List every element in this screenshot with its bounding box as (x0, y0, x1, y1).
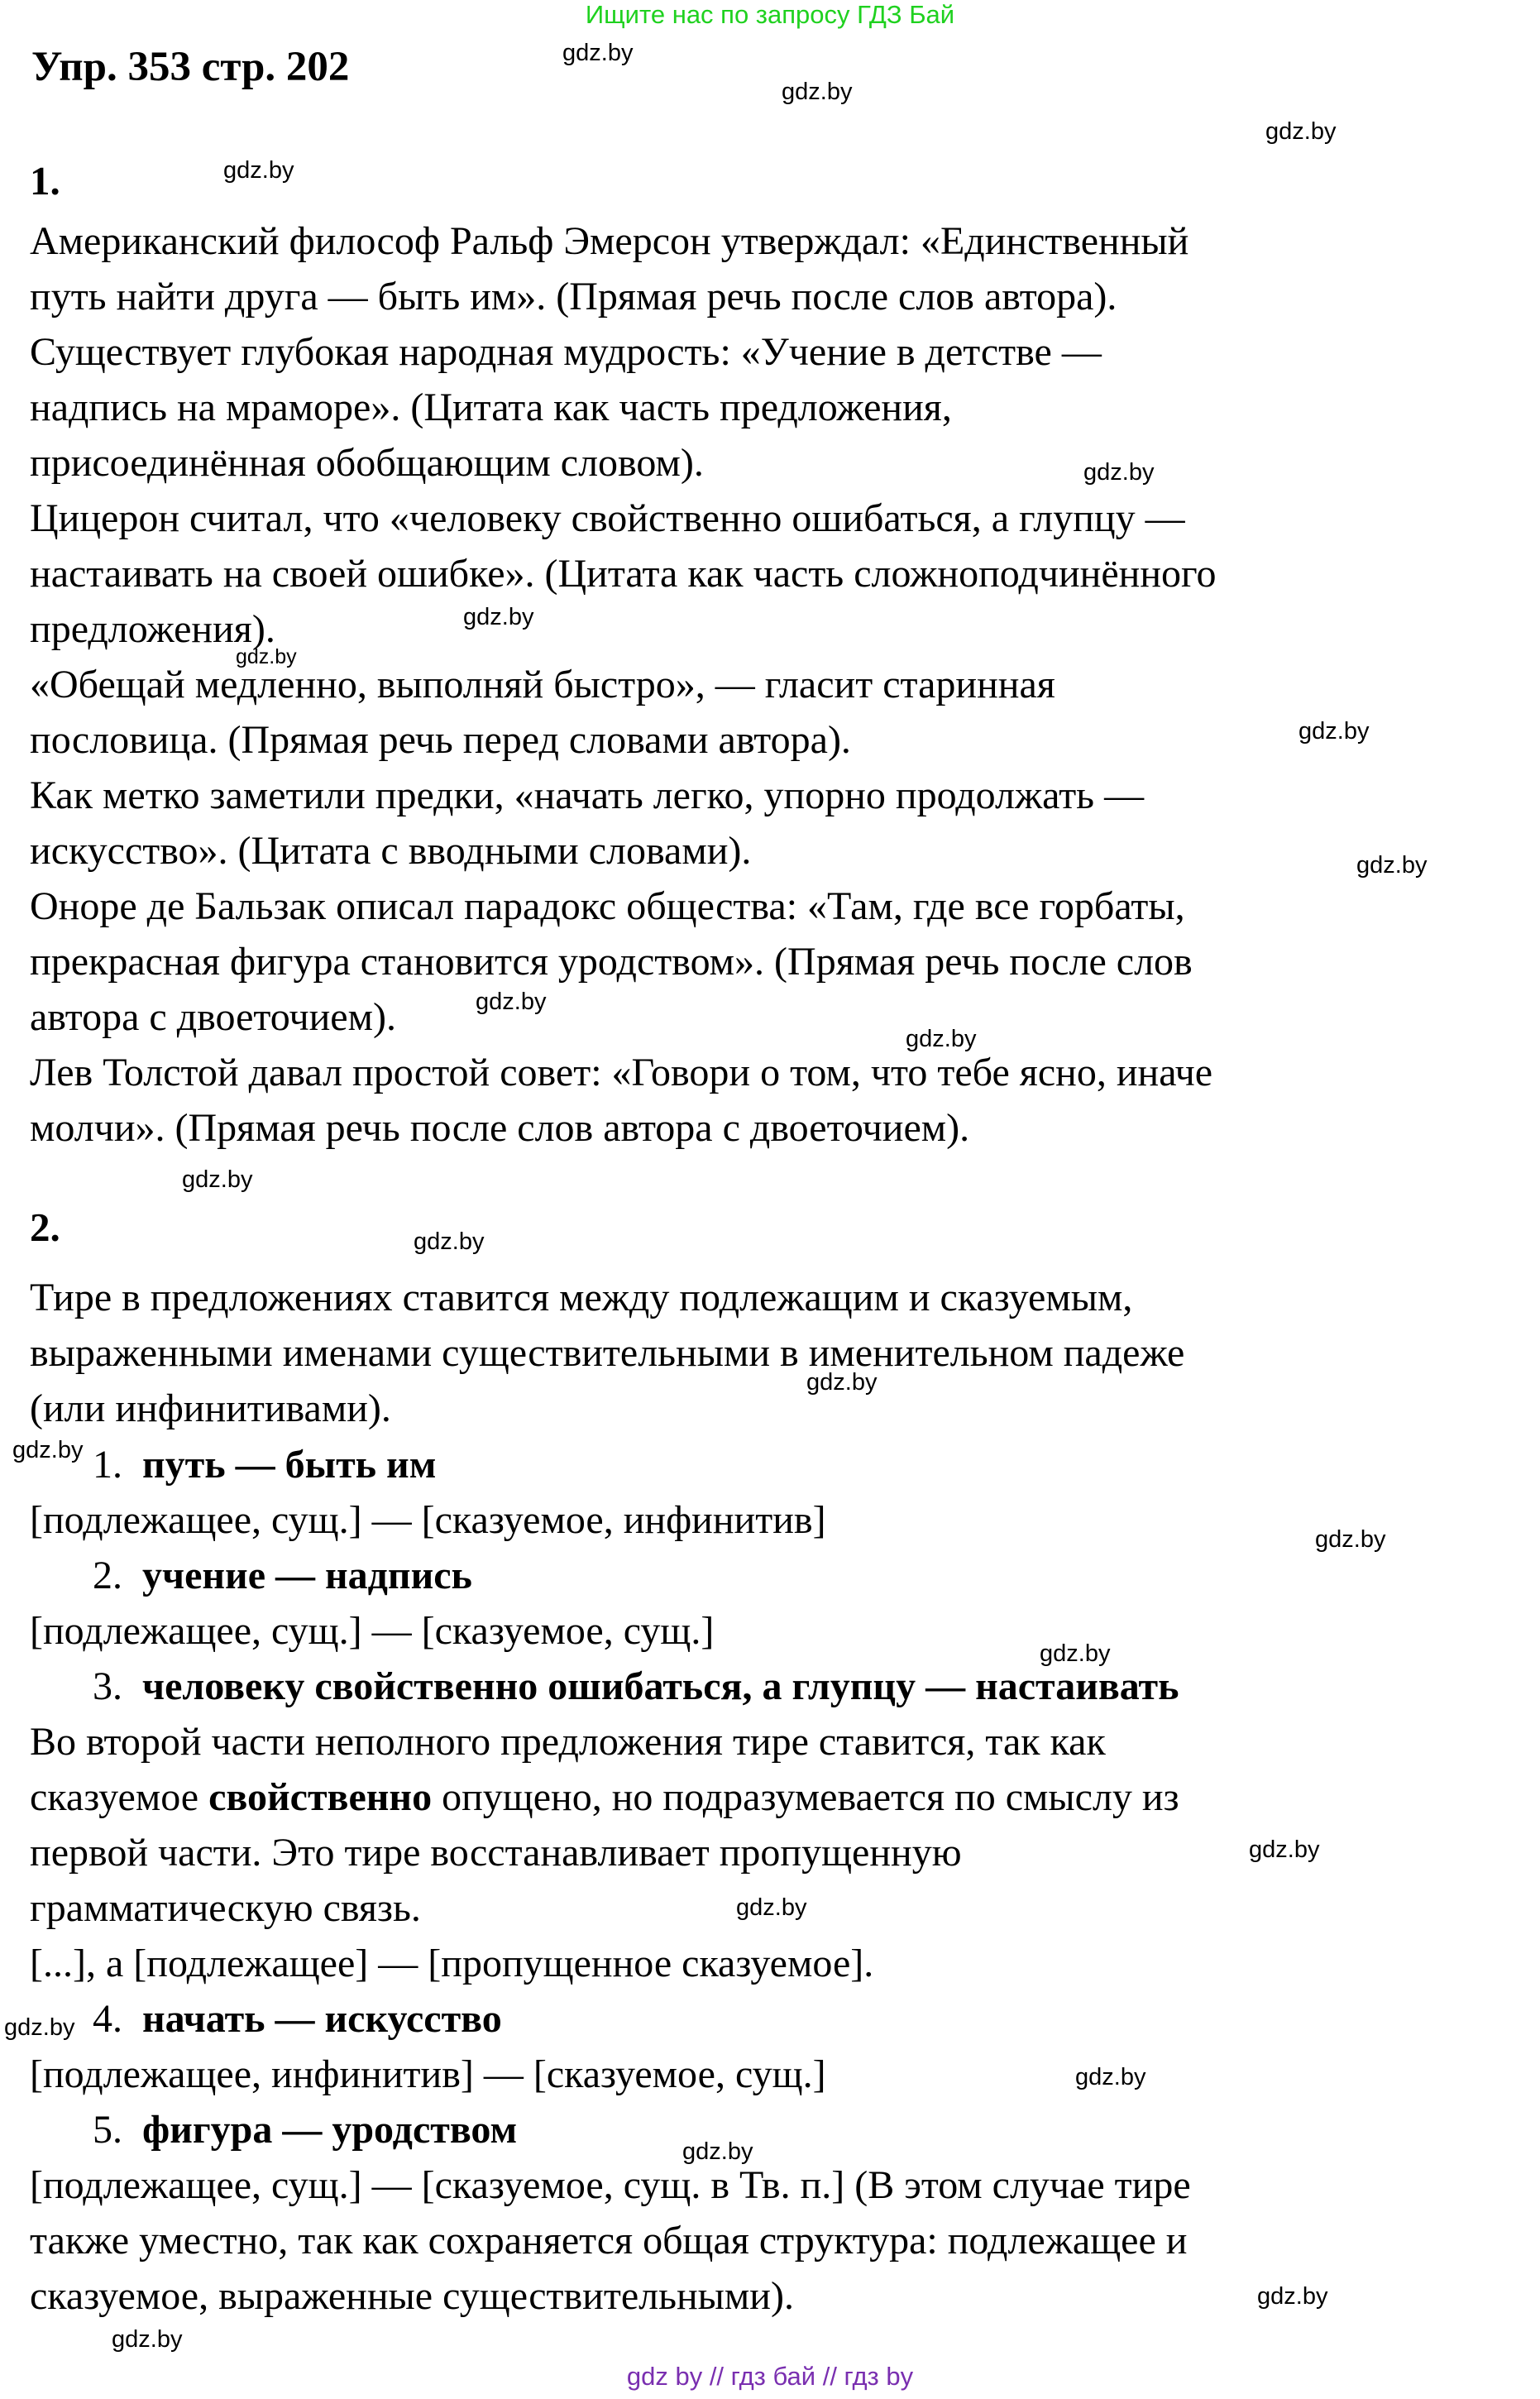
watermark: gdz.by (906, 1026, 977, 1052)
section-1-line: пословица. (Прямая речь перед словами автора). (30, 718, 851, 762)
list-item-4-scheme: [подлежащее, инфинитив] — [сказуемое, сущ.] (30, 2052, 826, 2096)
section-1-line: прекрасная фигура становится уродством». (Прямая речь после слов (30, 940, 1193, 984)
section-1-line: Существует глубокая народная мудрость: «Учение в детстве — (30, 330, 1102, 374)
list-item-phrase: начать — искусство (142, 1997, 502, 2041)
section-1-line: путь найти друга — быть им». (Прямая речь после слов автора). (30, 275, 1117, 318)
list-item-1 (93, 1437, 436, 1492)
watermark: gdz.by (4, 2014, 75, 2041)
section-1-line: «Обещай медленно, выполняй быстро», — гласит старинная (30, 663, 1055, 706)
watermark: gdz.by (1356, 852, 1428, 879)
section-1-number: 1. (30, 158, 60, 204)
section-1-line: Цицерон считал, что «человеку свойственно ошибаться, а глупцу — (30, 496, 1185, 540)
watermark: gdz.by (1075, 2064, 1146, 2090)
list-item-5 (93, 2102, 517, 2157)
explanation-line: первой части. Это тире восстанавливает пропущенную (30, 1831, 962, 1875)
explanation-line (30, 1769, 1179, 1825)
watermark: gdz.by (806, 1369, 878, 1396)
section-1-line: надпись на мраморе». (Цитата как часть предложения, (30, 385, 952, 429)
section-1-line: искусство». (Цитата с вводными словами). (30, 829, 752, 873)
explanation-line: Во второй части неполного предложения тире ставится, так как (30, 1720, 1106, 1764)
watermark: gdz.by (182, 1166, 253, 1193)
page-title: Упр. 353 стр. 202 (31, 44, 350, 90)
list-item-number: 4. (93, 1997, 122, 2041)
watermark: gdz.by (476, 989, 547, 1015)
section-1-line: Как метко заметили предки, «начать легко, упорно продолжать — (30, 773, 1145, 817)
watermark: gdz.by (1298, 718, 1370, 745)
list-item-2-scheme: [подлежащее, сущ.] — [сказуемое, сущ.] (30, 1609, 715, 1653)
list-item-phrase: человеку свойственно ошибаться, а глупцу — настаивать (142, 1664, 1179, 1708)
explanation-text: опущено, но подразумевается по смыслу из (432, 1775, 1179, 1819)
explanation-line: также уместно, так как сохраняется общая структура: подлежащее и (30, 2219, 1188, 2263)
watermark: gdz.by (562, 40, 634, 66)
section-1-line: автора с двоеточием). (30, 995, 396, 1039)
watermark: gdz.by (1249, 1836, 1320, 1863)
list-item-5-explanation (30, 2157, 1191, 2324)
watermark: gdz.by (782, 79, 853, 105)
list-item-number: 5. (93, 2108, 122, 2152)
list-item-number: 2. (93, 1554, 122, 1597)
watermark: gdz.by (236, 645, 297, 668)
section-2-intro-line: выраженными именами существительными в именительном падеже (30, 1331, 1185, 1375)
list-item-number: 1. (93, 1443, 122, 1487)
section-2-number: 2. (30, 1204, 60, 1250)
section-1-line: присоединённая обобщающим словом). (30, 441, 704, 485)
section-1-line: Оноре де Бальзак описал парадокс общества: «Там, где все горбаты, (30, 884, 1185, 928)
top-banner: Ищите нас по запросу ГДЗ Бай (585, 0, 955, 29)
section-1-line: Лев Толстой давал простой совет: «Говори о том, что тебе ясно, иначе (30, 1051, 1213, 1094)
list-item-phrase: учение — надпись (142, 1554, 472, 1597)
section-1-line: молчи». (Прямая речь после слов автора с двоеточием). (30, 1106, 970, 1150)
section-1-line: предложения). (30, 607, 275, 651)
section-2-intro-line: Тире в предложениях ставится между подлежащим и сказуемым, (30, 1276, 1133, 1319)
explanation-text: сказуемое (30, 1775, 209, 1819)
list-item-4 (93, 1991, 502, 2047)
section-1-line: Американский философ Ральф Эмерсон утверждал: «Единственный (30, 219, 1189, 263)
section-2-intro-line: (или инфинитивами). (30, 1386, 391, 1430)
explanation-line: [подлежащее, сущ.] — [сказуемое, сущ. в Тв. п.] (В этом случае тире (30, 2163, 1191, 2207)
watermark: gdz.by (112, 2326, 183, 2353)
watermark: gdz.by (1265, 118, 1337, 145)
watermark: gdz.by (1315, 1526, 1386, 1553)
watermark: gdz.by (1040, 1640, 1111, 1667)
explanation-line: сказуемое, выраженные существительными). (30, 2274, 794, 2318)
watermark: gdz.by (682, 2138, 753, 2165)
footer: gdz by // гдз бай // гдз by (626, 2362, 914, 2391)
section-1-text (30, 213, 1217, 1156)
watermark: gdz.by (736, 1894, 807, 1921)
explanation-bold-word: свойственно (208, 1775, 433, 1819)
list-item-2 (93, 1548, 472, 1603)
explanation-line: [...], а [подлежащее] — [пропущенное сказуемое]. (30, 1942, 874, 1985)
explanation-line: грамматическую связь. (30, 1886, 421, 1930)
list-item-3 (93, 1659, 1179, 1714)
list-item-phrase: фигура — уродством (142, 2108, 518, 2152)
watermark: gdz.by (12, 1437, 84, 1463)
list-item-3-explanation (30, 1714, 1179, 1991)
watermark: gdz.by (223, 157, 294, 184)
list-item-number: 3. (93, 1664, 122, 1708)
watermark: gdz.by (414, 1228, 485, 1255)
section-2-intro (30, 1270, 1184, 1436)
list-item-phrase: путь — быть им (142, 1443, 437, 1487)
list-item-1-scheme: [подлежащее, сущ.] — [сказуемое, инфинитив] (30, 1498, 826, 1542)
watermark: gdz.by (1083, 459, 1155, 486)
watermark: gdz.by (463, 604, 534, 630)
section-1-line: настаивать на своей ошибке». (Цитата как часть сложноподчинённого (30, 552, 1217, 596)
watermark: gdz.by (1257, 2283, 1328, 2310)
